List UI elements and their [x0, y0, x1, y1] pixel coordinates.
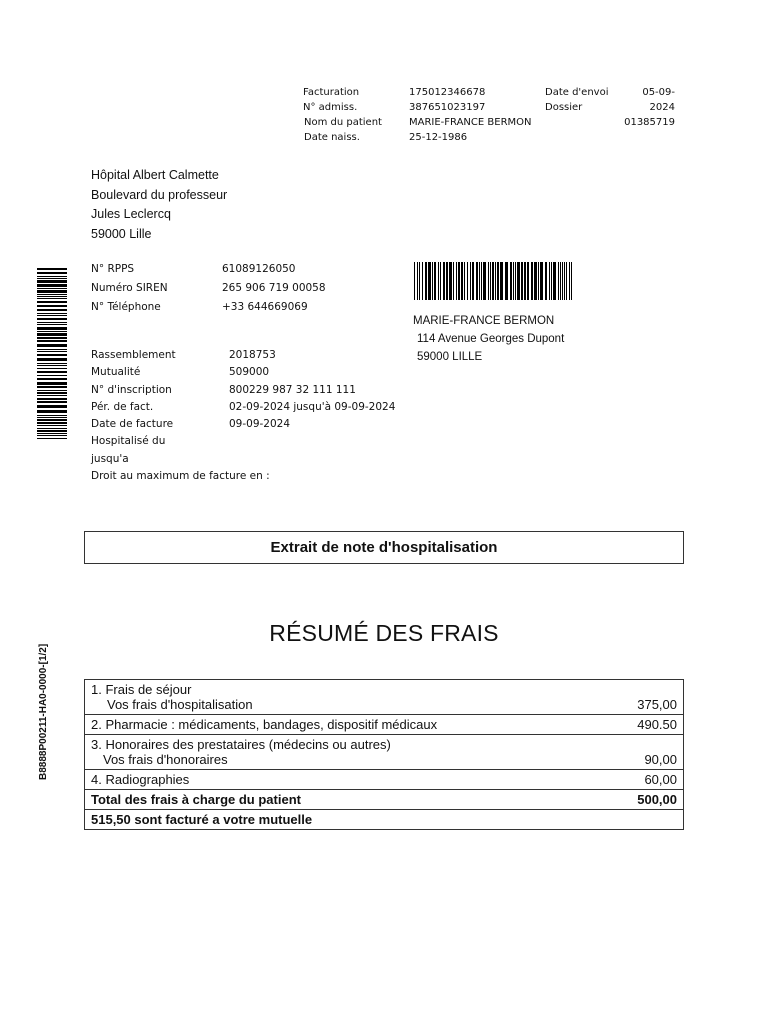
detail-label: Hospitalisé du: [91, 435, 166, 448]
birth-date: 25-12-1986: [409, 132, 468, 143]
header-right-values: [620, 85, 675, 130]
detail-label: jusqu'a: [91, 452, 129, 465]
file-label: Dossier: [545, 102, 583, 113]
id-label: N° RPPS: [91, 263, 135, 275]
detail-label: Date de facture: [91, 418, 174, 431]
hospital-street-2: Jules Leclercq: [91, 207, 171, 221]
file-number: 01385719: [624, 117, 675, 128]
recipient-street: 114 Avenue Georges Dupont: [417, 333, 565, 345]
admission-number: 387651023197: [409, 102, 486, 113]
rpps-number: 61089126050: [222, 263, 296, 275]
total-label: Total des frais à charge du patient: [85, 790, 574, 810]
table-row: [85, 715, 684, 735]
fee-description: [85, 680, 574, 715]
total-amount: 500,00: [574, 790, 684, 810]
mutual-number: 509000: [229, 366, 270, 379]
detail-label: Droit au maximum de facture en :: [91, 470, 270, 483]
siren-number: 265 906 719 00058: [222, 282, 326, 294]
detail-label: Pér. de fact.: [91, 400, 154, 413]
table-row: [85, 790, 684, 810]
billing-period: 02-09-2024 jusqu'à 09-09-2024: [229, 400, 396, 413]
fee-title: 3. Honoraires des prestataires (médecins ou autres): [91, 737, 391, 752]
header-label: Facturation: [303, 87, 360, 98]
hospital-street: Boulevard du professeur: [91, 187, 228, 202]
recipient-city: 59000 LILLE: [417, 351, 483, 363]
fee-title: 1. Frais de séjour: [91, 682, 192, 697]
header-label: Nom du patient: [304, 117, 382, 128]
detail-label: N° d'inscription: [91, 383, 172, 396]
send-date: 05-09-2024: [642, 87, 675, 113]
header-label: N° admiss.: [303, 102, 358, 113]
fee-description: 2. Pharmacie : médicaments, bandages, dispositif médicaux: [85, 715, 574, 735]
table-row: [85, 810, 684, 830]
id-labels: [91, 260, 168, 317]
billing-number: 175012346678: [409, 87, 486, 98]
id-label: N° Téléphone: [91, 301, 161, 313]
fee-amount: 60,00: [574, 770, 684, 790]
barcode-horizontal: [414, 262, 576, 304]
header-label: Date naiss.: [304, 132, 360, 143]
header-right-labels: [545, 85, 608, 115]
fee-subtitle: Vos frais d'honoraires: [103, 752, 228, 767]
phone-number: +33 644669069: [222, 301, 308, 313]
table-row: [85, 680, 684, 715]
detail-label: Rassemblement: [91, 349, 176, 361]
recipient-name: MARIE-FRANCE BERMON: [413, 315, 555, 327]
fee-amount: 490.50: [574, 715, 684, 735]
summary-title: RÉSUMÉ DES FRAIS: [269, 620, 499, 646]
detail-label: Mutualité: [91, 366, 141, 379]
table-row: [85, 770, 684, 790]
fee-description: 4. Radiographies: [85, 770, 574, 790]
fee-description: [85, 735, 574, 770]
registration-number: 800229 987 32 111 111: [229, 383, 356, 396]
fee-amount: 90,00: [574, 735, 684, 770]
hospital-city: 59000 Lille: [91, 226, 152, 241]
document-title: Extrait de note d'hospitalisation: [84, 531, 684, 564]
barcode-vertical: [37, 268, 67, 442]
send-date-label: Date d'envoi: [545, 87, 609, 98]
table-row: [85, 735, 684, 770]
id-values: [222, 260, 326, 317]
invoice-date: 09-09-2024: [229, 418, 291, 431]
fee-subtitle: Vos frais d'hospitalisation: [107, 697, 253, 712]
id-label: Numéro SIREN: [91, 282, 168, 294]
fee-amount: 375,00: [574, 680, 684, 715]
mutual-note: 515,50 sont facturé a votre mutuelle: [85, 810, 684, 830]
header-values: [409, 85, 532, 145]
detail-values: [229, 347, 395, 433]
patient-name: MARIE-FRANCE BERMON: [409, 117, 532, 128]
hospital-name: Hôpital Albert Calmette: [91, 168, 219, 182]
header-labels: [303, 85, 382, 145]
grouping-number: 2018753: [229, 349, 276, 361]
hospital-address: [91, 166, 227, 244]
document-reference: B8888P00211-HA0-0000-[1/2]: [38, 643, 49, 780]
fees-table: [84, 679, 684, 830]
recipient-address: [413, 312, 564, 366]
